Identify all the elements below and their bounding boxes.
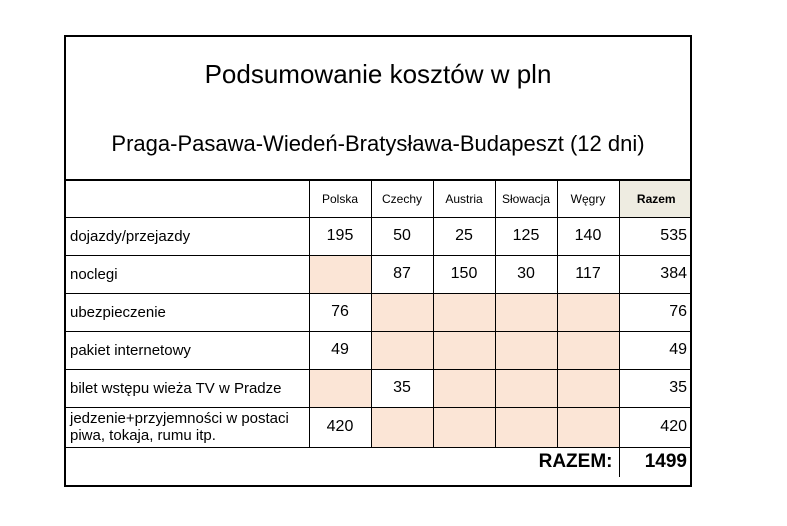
- grand-total-label: RAZEM:: [66, 447, 619, 477]
- table-cell: 117: [557, 255, 619, 293]
- grand-total-row: [66, 447, 690, 477]
- table-cell: [433, 369, 495, 407]
- row-label: ubezpieczenie: [66, 293, 309, 331]
- table-cell: [557, 293, 619, 331]
- table-cell: 125: [495, 217, 557, 255]
- table-row: [66, 255, 690, 293]
- row-label: pakiet internetowy: [66, 331, 309, 369]
- table-cell: 420: [309, 407, 371, 447]
- table-cell: [495, 293, 557, 331]
- table-cell: 25: [433, 217, 495, 255]
- grand-total-value: 1499: [619, 447, 690, 477]
- row-total: 384: [619, 255, 690, 293]
- table-cell: 30: [495, 255, 557, 293]
- table-cell: [309, 255, 371, 293]
- table-cell: [557, 407, 619, 447]
- table-cell: 76: [309, 293, 371, 331]
- table-cell: [371, 407, 433, 447]
- table-cell: 49: [309, 331, 371, 369]
- page-subtitle: Praga-Pasawa-Wiedeń-Bratysława-Budapeszt (12 dni): [111, 131, 645, 156]
- table-cell: [495, 369, 557, 407]
- table-cell: [371, 293, 433, 331]
- table-row: [66, 331, 690, 369]
- table-cell: [433, 293, 495, 331]
- row-total: 35: [619, 369, 690, 407]
- table-cell: [433, 331, 495, 369]
- page-title: Podsumowanie kosztów w pln: [204, 59, 552, 89]
- table-cell: [557, 369, 619, 407]
- table-cell: 50: [371, 217, 433, 255]
- row-label: noclegi: [66, 255, 309, 293]
- table-cell: [309, 369, 371, 407]
- table-cell: [495, 331, 557, 369]
- cost-summary-sheet: [64, 35, 692, 487]
- column-header-slowacja: Słowacja: [495, 181, 557, 217]
- table-row: [66, 293, 690, 331]
- row-label: dojazdy/przejazdy: [66, 217, 309, 255]
- row-label: bilet wstępu wieża TV w Pradze: [66, 369, 309, 407]
- header-cell-empty: [66, 181, 309, 217]
- table-cell: 140: [557, 217, 619, 255]
- table-cell: [495, 407, 557, 447]
- table-cell: [557, 331, 619, 369]
- row-label: jedzenie+przyjemności w postaci piwa, tokaja, rumu itp.: [66, 407, 309, 447]
- table-cell: 35: [371, 369, 433, 407]
- row-total: 76: [619, 293, 690, 331]
- table-cell: 87: [371, 255, 433, 293]
- table-row: [66, 369, 690, 407]
- header-box: [66, 37, 690, 181]
- row-total: 535: [619, 217, 690, 255]
- row-total: 49: [619, 331, 690, 369]
- table-cell: [433, 407, 495, 447]
- table-cell: 195: [309, 217, 371, 255]
- table-header-row: [66, 181, 690, 217]
- costs-table: [66, 181, 690, 477]
- table-row: [66, 407, 690, 447]
- table-cell: [371, 331, 433, 369]
- column-header-wegry: Węgry: [557, 181, 619, 217]
- column-header-czechy: Czechy: [371, 181, 433, 217]
- column-header-austria: Austria: [433, 181, 495, 217]
- table-row: [66, 217, 690, 255]
- table-cell: 150: [433, 255, 495, 293]
- row-total: 420: [619, 407, 690, 447]
- column-header-polska: Polska: [309, 181, 371, 217]
- column-header-razem: Razem: [619, 181, 690, 217]
